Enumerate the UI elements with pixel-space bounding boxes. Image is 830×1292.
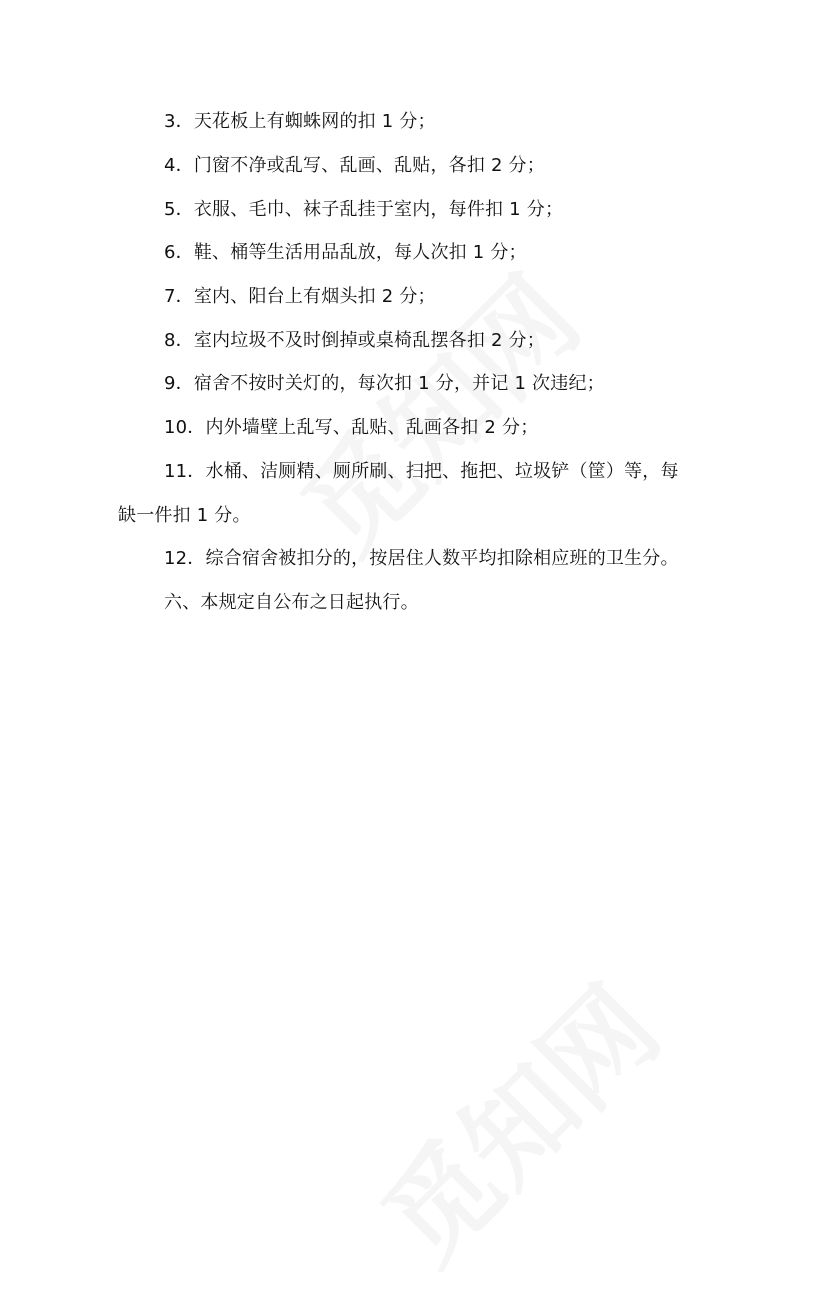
paragraph-line: 6．鞋、桶等生活用品乱放，每人次扣 1 分；	[164, 242, 527, 263]
paragraph-line: 3．天花板上有蜘蛛网的扣 1 分；	[164, 111, 436, 132]
paragraph-line: 8．室内垃圾不及时倒掉或桌椅乱摆各扣 2 分；	[164, 330, 545, 351]
paragraph-line: 11．水桶、洁厕精、厕所刷、扫把、拖把、垃圾铲（筐）等，每	[164, 461, 679, 482]
paragraph-line: 缺一件扣 1 分。	[118, 505, 251, 526]
paragraph-line: 12．综合宿舍被扣分的，按居住人数平均扣除相应班的卫生分。	[164, 548, 679, 569]
paragraph-line: 10．内外墙壁上乱写、乱贴、乱画各扣 2 分；	[164, 417, 539, 438]
paragraph-line: 7．室内、阳台上有烟头扣 2 分；	[164, 286, 436, 307]
watermark	[342, 946, 687, 1291]
paragraph-line: 5．衣服、毛巾、袜子乱挂于室内，每件扣 1 分；	[164, 199, 564, 220]
paragraph-line: 9．宿舍不按时关灯的，每次扣 1 分，并记 1 次违纪；	[164, 373, 605, 394]
paragraph-line: 4．门窗不净或乱写、乱画、乱贴，各扣 2 分；	[164, 155, 545, 176]
paragraph-line: 六、本规定自公布之日起执行。	[164, 592, 419, 613]
